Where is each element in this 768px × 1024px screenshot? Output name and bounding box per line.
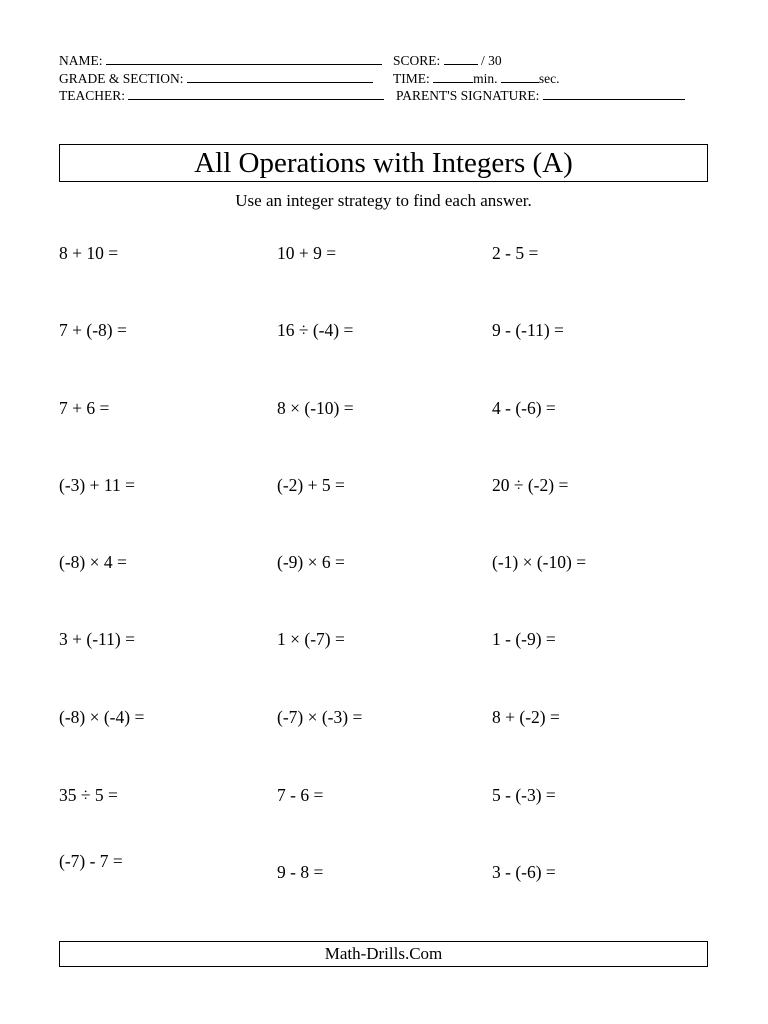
- name-blank[interactable]: [106, 52, 382, 65]
- problem: (-3) + 11 =: [59, 475, 135, 495]
- problem: 1 × (-7) =: [277, 629, 345, 649]
- teacher-label: TEACHER:: [59, 88, 125, 103]
- problem: 8 + 10 =: [59, 243, 119, 263]
- teacher-field[interactable]: [59, 87, 384, 105]
- time-sec-label: sec.: [538, 70, 560, 86]
- time-min-label: min.: [473, 70, 498, 86]
- problem: 1 - (-9) =: [492, 629, 556, 649]
- worksheet-title: All Operations with Integers (A): [194, 147, 573, 179]
- time-sec-blank[interactable]: [501, 70, 539, 83]
- problem: 7 + (-8) =: [59, 320, 127, 340]
- problem: 35 ÷ 5 =: [59, 785, 118, 805]
- problem: 8 × (-10) =: [277, 398, 354, 418]
- problem: 3 - (-6) =: [492, 862, 556, 882]
- instructions: Use an integer strategy to find each answer.: [235, 191, 532, 210]
- worksheet-header: [59, 52, 709, 105]
- parent-signature-blank[interactable]: [543, 87, 685, 100]
- problem: 9 - 8 =: [277, 862, 324, 882]
- problem: (-2) + 5 =: [277, 475, 345, 495]
- problem: 10 + 9 =: [277, 243, 337, 263]
- grade-label: GRADE & SECTION:: [59, 70, 184, 86]
- problem: (-8) × 4 =: [59, 552, 127, 572]
- grade-field[interactable]: [59, 70, 373, 88]
- problem: (-1) × (-10) =: [492, 552, 587, 572]
- footer-box: [59, 941, 708, 967]
- score-total: / 30: [481, 53, 502, 68]
- time-min-blank[interactable]: [433, 70, 473, 83]
- problem: (-8) × (-4) =: [59, 707, 145, 727]
- problem: 16 ÷ (-4) =: [277, 320, 354, 340]
- problem: (-7) × (-3) =: [277, 707, 363, 727]
- problem: 5 - (-3) =: [492, 785, 556, 805]
- name-field[interactable]: [59, 52, 382, 70]
- header-row-grade: [59, 70, 709, 88]
- teacher-blank[interactable]: [128, 87, 384, 100]
- problem: 9 - (-11) =: [492, 320, 564, 340]
- problem: 3 + (-11) =: [59, 629, 135, 649]
- problem: (-9) × 6 =: [277, 552, 345, 572]
- problem: 2 - 5 =: [492, 243, 539, 263]
- problem: 7 + 6 =: [59, 398, 110, 418]
- problem: (-7) - 7 =: [59, 851, 123, 871]
- problem: 8 + (-2) =: [492, 707, 560, 727]
- header-row-name: [59, 52, 709, 70]
- worksheet-title-box: [59, 144, 708, 182]
- problem: 4 - (-6) =: [492, 398, 556, 418]
- score-label: SCORE:: [393, 53, 441, 68]
- time-label: TIME:: [393, 70, 430, 86]
- grade-blank[interactable]: [187, 70, 373, 83]
- score-field[interactable]: [393, 52, 502, 70]
- name-label: NAME:: [59, 53, 103, 68]
- parent-signature-field[interactable]: [396, 87, 685, 105]
- header-row-teacher: [59, 87, 709, 105]
- footer-site-name: Math-Drills.Com: [324, 944, 443, 963]
- problem: 20 ÷ (-2) =: [492, 475, 569, 495]
- parent-signature-label: PARENT'S SIGNATURE:: [396, 88, 540, 103]
- problem: 7 - 6 =: [277, 785, 324, 805]
- score-blank[interactable]: [444, 52, 478, 65]
- time-field[interactable]: [393, 70, 560, 88]
